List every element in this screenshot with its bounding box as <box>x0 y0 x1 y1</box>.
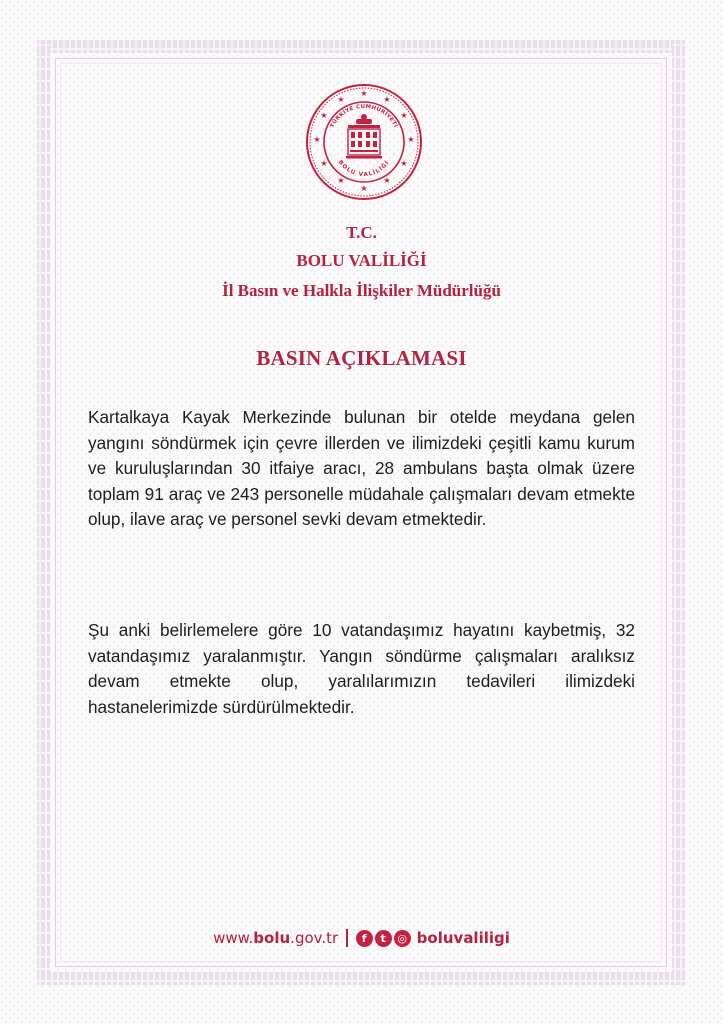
svg-text:TÜRKİYE CUMHURİYETİ: TÜRKİYE CUMHURİYETİ <box>329 103 399 129</box>
facebook-icon[interactable]: f <box>356 930 373 947</box>
body-paragraph-1: Kartalkaya Kayak Merkezinde bulunan bir otelde meydana gelen yangını söndürmek için çevre illerden ve ilimizdeki çeşitli kamu kurum ve kuruluşlarından 30 itfaiye aracı, 28 ambulans başta olmak üzere toplam 91 araç ve 243 personelle müdahale çalışmaları devam etmekte olup, ilave araç ve personel sevki devam etmektedir. <box>88 407 635 529</box>
svg-text:★: ★ <box>400 159 408 168</box>
instagram-icon[interactable]: ◎ <box>394 930 411 947</box>
emblem-seal-icon <box>304 82 424 202</box>
governorship-emblem-icon <box>304 82 424 202</box>
greek-key-border-right <box>672 40 685 985</box>
svg-text:★: ★ <box>383 95 391 104</box>
svg-text:★: ★ <box>407 135 415 144</box>
social-icons <box>356 930 411 947</box>
header-tc: T.C. <box>346 223 377 242</box>
svg-text:★: ★ <box>320 111 328 120</box>
header-governorship: BOLU VALİLİĞİ <box>296 251 427 270</box>
header-department: İl Basın ve Halkla İlişkiler Müdürlüğü <box>222 281 501 300</box>
website-url-suffix[interactable]: .gov.tr <box>290 929 339 947</box>
svg-text:★: ★ <box>383 176 391 185</box>
svg-text:★: ★ <box>320 159 328 168</box>
svg-text:★: ★ <box>360 89 368 98</box>
twitter-icon[interactable]: t <box>375 930 392 947</box>
svg-text:★: ★ <box>313 135 321 144</box>
footer <box>0 929 723 947</box>
website-url-prefix[interactable]: www. <box>213 929 254 947</box>
greek-key-border-left <box>37 40 50 985</box>
document-title: BASIN AÇIKLAMASI <box>256 346 467 370</box>
svg-text:★: ★ <box>337 95 345 104</box>
svg-text:★: ★ <box>360 184 368 193</box>
svg-text:★: ★ <box>337 176 345 185</box>
svg-text:BOLU VALİLİĞİ: BOLU VALİLİĞİ <box>336 159 392 179</box>
greek-key-border-bottom <box>37 972 685 985</box>
website-url-domain[interactable]: bolu <box>253 929 291 947</box>
body-paragraph-2: Şu anki belirlemelere göre 10 vatandaşımız hayatını kaybetmiş, 32 vatandaşımız yaralanmıştır. Yangın söndürme çalışmaları aralıksız devam etmekte olup, yaralılarımızın tedavileri ilimizdeki hastanelerimizde sürdürülmektedir. <box>88 620 635 717</box>
svg-text:★: ★ <box>400 111 408 120</box>
social-handle[interactable]: boluvaliligi <box>416 929 510 947</box>
greek-key-border-top <box>37 40 685 53</box>
footer-divider <box>346 929 348 947</box>
